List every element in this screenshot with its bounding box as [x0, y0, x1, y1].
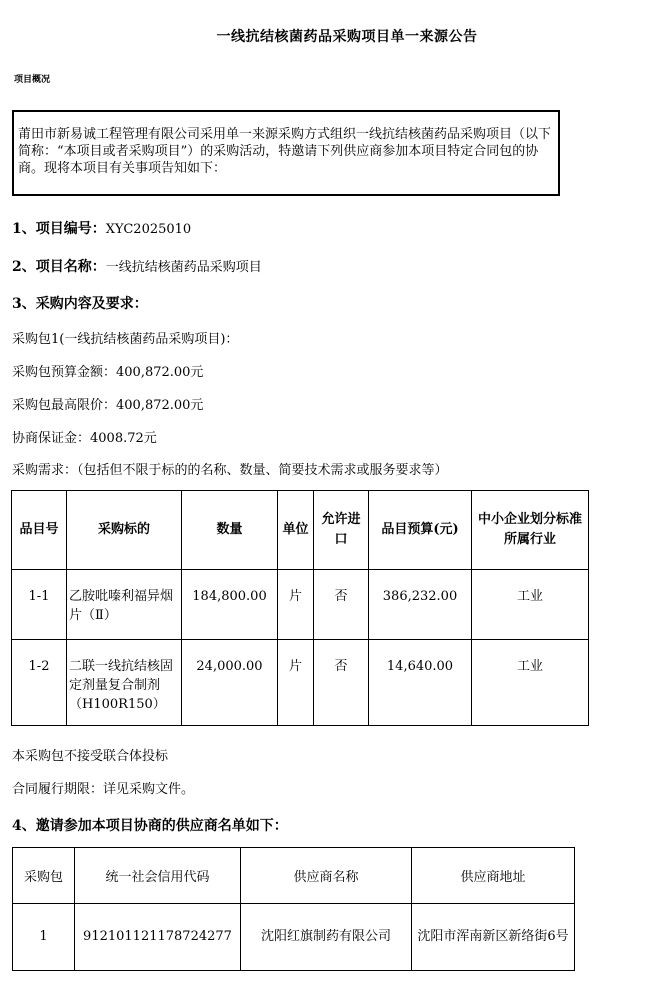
item-import-allowed: 否 — [314, 570, 369, 640]
header-cell: 供应商名称 — [241, 848, 412, 904]
budget-line: 采购包预算金额：400,872.00元 — [12, 365, 204, 380]
header-cell: 采购包 — [13, 848, 75, 904]
table-header-row — [12, 491, 589, 570]
overview-label: 项目概况 — [14, 75, 51, 85]
table-row — [12, 570, 589, 640]
section-project-number — [12, 218, 191, 238]
table-row — [12, 640, 589, 726]
supplier-package: 1 — [13, 904, 75, 971]
contract-period-line: 合同履行期限：详见采购文件。 — [12, 782, 195, 797]
package-line: 采购包1(一线抗结核菌药品采购项目)： — [12, 332, 239, 347]
item-code: 1-2 — [12, 640, 67, 726]
item-import-allowed: 否 — [314, 640, 369, 726]
project-name: 一线抗结核菌药品采购项目 — [105, 260, 262, 275]
no-consortium-line: 本采购包不接受联合体投标 — [12, 749, 169, 764]
item-code: 1-1 — [12, 570, 67, 640]
table-header-row — [13, 848, 575, 904]
item-quantity: 184,800.00 — [182, 570, 278, 640]
deposit-line: 协商保证金：4008.72元 — [12, 431, 157, 446]
header-cell: 品目预算(元) — [369, 491, 472, 570]
page-title: 一线抗结核菌药品采购项目单一来源公告 — [216, 29, 478, 45]
header-cell: 品目号 — [12, 491, 67, 570]
section-project-name — [12, 256, 262, 276]
header-cell: 中小企业划分标准所属行业 — [472, 491, 589, 570]
header-cell: 允许进口 — [314, 491, 369, 570]
item-budget: 14,640.00 — [369, 640, 472, 726]
section-suppliers-heading: 4、邀请参加本项目协商的供应商名单如下： — [12, 818, 288, 834]
table-row — [13, 904, 575, 971]
requirement-line: 采购需求：（包括但不限于标的的名称、数量、简要技术需求或服务要求等） — [12, 463, 448, 478]
intro-box — [12, 110, 560, 196]
item-quantity: 24,000.00 — [182, 640, 278, 726]
header-cell: 统一社会信用代码 — [75, 848, 241, 904]
header-cell: 供应商地址 — [412, 848, 575, 904]
header-cell: 采购标的 — [67, 491, 182, 570]
section-label: 1、项目编号： — [12, 221, 106, 237]
item-name: 乙胺吡嗪利福异烟片（Ⅱ） — [67, 570, 182, 640]
supplier-address: 沈阳市浑南新区新络街6号 — [412, 904, 575, 971]
item-budget: 386,232.00 — [369, 570, 472, 640]
max-price-line: 采购包最高限价：400,872.00元 — [12, 398, 204, 413]
item-industry: 工业 — [472, 640, 589, 726]
supplier-credit-code: 912101121178724277 — [75, 904, 241, 971]
item-industry: 工业 — [472, 570, 589, 640]
items-table — [11, 490, 589, 726]
item-name: 二联一线抗结核固定剂量复合制剂（H100R150） — [67, 640, 182, 726]
intro-text: 莆田市新易诚工程管理有限公司采用单一来源采购方式组织一线抗结核菌药品采购项目（以下简称：“本项目或者采购项目”）的采购活动，特邀请下列供应商参加本项目特定合同包的协商。现将本项目有关事项告知如下： — [18, 127, 552, 176]
suppliers-table — [12, 847, 575, 971]
supplier-name: 沈阳红旗制药有限公司 — [241, 904, 412, 971]
section-content-heading: 3、采购内容及要求： — [12, 296, 148, 312]
item-unit: 片 — [278, 570, 314, 640]
header-cell: 单位 — [278, 491, 314, 570]
header-cell: 数量 — [182, 491, 278, 570]
item-unit: 片 — [278, 640, 314, 726]
project-number: XYC2025010 — [105, 222, 192, 237]
section-label: 2、项目名称： — [12, 259, 106, 275]
